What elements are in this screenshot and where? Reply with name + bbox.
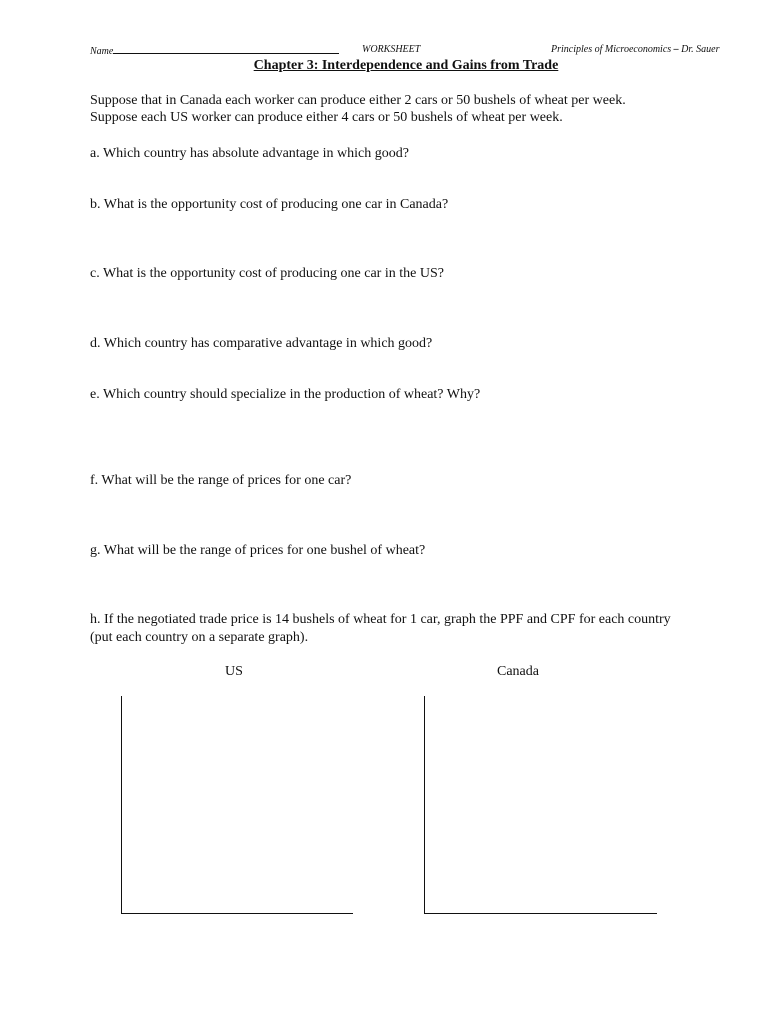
name-label: Name bbox=[90, 46, 114, 57]
intro-line-2: Suppose each US worker can produce either 4 cars or 50 bushels of wheat per week. bbox=[90, 110, 563, 125]
canada-graph-axes[interactable] bbox=[424, 696, 657, 914]
canada-graph-label: Canada bbox=[497, 664, 539, 679]
instructor-name: Dr. Sauer bbox=[681, 44, 720, 55]
us-graph-axes[interactable] bbox=[121, 696, 353, 914]
worksheet-label: WORKSHEET bbox=[362, 44, 421, 55]
question-h-line-2: (put each country on a separate graph). bbox=[90, 630, 309, 645]
name-field[interactable] bbox=[90, 44, 339, 58]
header-dash: – bbox=[671, 44, 682, 55]
question-c: c. What is the opportunity cost of producing one car in the US? bbox=[90, 266, 444, 281]
question-f: f. What will be the range of prices for one car? bbox=[90, 473, 352, 488]
question-d: d. Which country has comparative advantage in which good? bbox=[90, 336, 433, 351]
name-blank-line[interactable] bbox=[113, 44, 339, 54]
question-e: e. Which country should specialize in the production of wheat? Why? bbox=[90, 387, 481, 402]
intro-line-1: Suppose that in Canada each worker can produce either 2 cars or 50 bushels of wheat per week. bbox=[90, 93, 626, 108]
us-graph-label: US bbox=[225, 664, 243, 679]
question-h-line-1: h. If the negotiated trade price is 14 bushels of wheat for 1 car, graph the PPF and CPF for each country bbox=[90, 612, 671, 627]
page-title: Chapter 3: Interdependence and Gains from Trade bbox=[253, 58, 559, 73]
course-name: Principles of Microeconomics bbox=[551, 44, 672, 55]
question-g: g. What will be the range of prices for one bushel of wheat? bbox=[90, 543, 426, 558]
question-b: b. What is the opportunity cost of producing one car in Canada? bbox=[90, 197, 449, 212]
course-header bbox=[551, 44, 720, 56]
question-a: a. Which country has absolute advantage in which good? bbox=[90, 146, 409, 161]
